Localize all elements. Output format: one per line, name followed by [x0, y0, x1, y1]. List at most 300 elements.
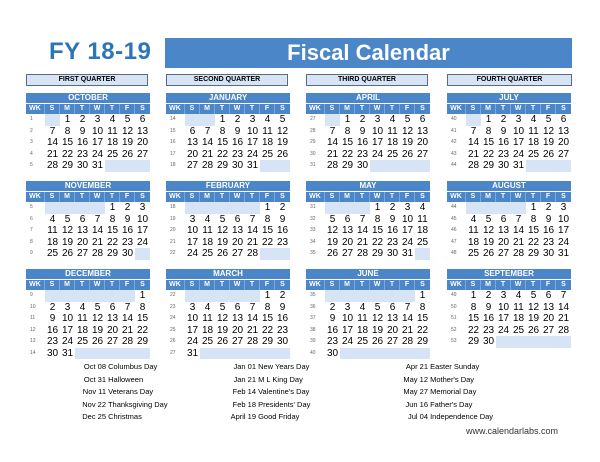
empty-day-cell: [275, 248, 290, 260]
day-cell: 30: [121, 248, 134, 259]
week-row: [306, 237, 430, 249]
day-cell: 22: [467, 324, 480, 336]
day-cell: 8: [139, 301, 146, 313]
day-cell: 13: [341, 225, 354, 236]
week-number: 43: [451, 150, 457, 157]
holiday-name: Good Friday: [258, 412, 300, 421]
week-number: 5: [30, 204, 33, 210]
day-cell: 19: [216, 324, 229, 336]
day-cell: 8: [219, 125, 226, 137]
month-title: FEBRUARY: [166, 181, 290, 191]
week-number: 49: [451, 292, 457, 298]
day-cell: 4: [470, 213, 477, 225]
week-row: [306, 248, 430, 260]
day-cell: 30: [46, 347, 59, 359]
day-cell: 15: [261, 225, 274, 236]
day-cell: 27: [386, 336, 399, 347]
day-cell: 7: [204, 125, 211, 137]
empty-day-cell: [230, 202, 245, 214]
day-cell: 23: [276, 236, 289, 248]
week-number: 23: [170, 303, 176, 310]
day-cell: 30: [497, 160, 510, 171]
day-cell: 2: [329, 301, 336, 313]
empty-day-cell: [511, 336, 526, 348]
holiday-name: M L King Day: [258, 374, 303, 384]
day-cell: 14: [201, 137, 214, 148]
month-may: [306, 181, 430, 260]
day-cell: 4: [109, 114, 116, 125]
day-cell: 20: [386, 324, 399, 336]
day-cell: 22: [261, 324, 274, 336]
week-row: [26, 137, 150, 149]
day-cell: 11: [202, 313, 213, 324]
day-cell: 4: [204, 213, 211, 225]
week-number: 5: [30, 162, 33, 168]
day-cell: 5: [404, 114, 411, 125]
week-number: 7: [30, 227, 33, 233]
day-cell: 12: [482, 225, 495, 236]
day-cell: 17: [341, 324, 354, 336]
weekday-label: S: [185, 192, 200, 202]
weekday-label: T: [526, 104, 541, 114]
day-cell: 13: [231, 313, 244, 324]
empty-day-cell: [541, 336, 556, 348]
empty-day-cell: [496, 336, 511, 348]
day-cell: 31: [512, 160, 525, 171]
week-row: [166, 290, 290, 302]
weekday-label: T: [355, 280, 370, 290]
weekday-label: M: [340, 280, 355, 290]
day-cell: 8: [344, 125, 351, 137]
day-cell: 22: [261, 236, 274, 248]
weekday-header: [26, 192, 150, 202]
day-cell: 5: [545, 114, 552, 125]
day-cell: 31: [246, 160, 259, 171]
day-cell: 15: [527, 225, 540, 236]
weekday-label: F: [120, 280, 135, 290]
weekday-header: [166, 192, 290, 202]
day-cell: 4: [79, 301, 86, 313]
day-cell: 19: [61, 236, 74, 248]
empty-day-cell: [90, 202, 105, 214]
month-title: MAY: [306, 181, 430, 191]
weekday-label: W: [370, 192, 385, 202]
day-cell: 31: [61, 347, 74, 359]
day-cell: 21: [326, 148, 339, 160]
day-cell: 11: [468, 225, 479, 236]
day-cell: 22: [61, 148, 74, 160]
weekday-label: S: [280, 105, 285, 112]
day-cell: 20: [106, 324, 119, 336]
empty-day-cell: [245, 290, 260, 302]
day-cell: 18: [201, 236, 214, 248]
month-september: [447, 269, 571, 348]
week-number: 2: [30, 127, 33, 134]
day-cell: 23: [482, 324, 495, 336]
week-number: 19: [170, 215, 176, 222]
day-cell: 1: [470, 290, 477, 301]
holiday-list-second: [226, 361, 310, 424]
empty-day-cell: [325, 114, 340, 126]
weekday-header: [306, 280, 430, 290]
weekday-label: S: [45, 192, 60, 202]
weekday-label: W: [230, 280, 245, 290]
day-cell: 15: [416, 313, 429, 324]
day-cell: 5: [279, 114, 286, 125]
week-number: 10: [30, 303, 36, 310]
day-cell: 3: [64, 301, 71, 313]
empty-day-cell: [400, 160, 415, 172]
week-number: 35: [310, 292, 316, 298]
holiday-item: [226, 361, 310, 374]
day-cell: 20: [341, 236, 354, 248]
empty-day-cell: [370, 160, 385, 172]
holiday-name: Mother's Day: [430, 374, 475, 384]
holiday-date: Feb 14: [232, 387, 256, 396]
day-cell: 12: [542, 125, 555, 137]
day-cell: 11: [107, 125, 118, 137]
day-cell: 15: [61, 137, 74, 148]
empty-day-cell: [355, 202, 370, 214]
day-cell: 9: [485, 301, 492, 313]
weekday-label: F: [541, 280, 556, 290]
day-cell: 13: [497, 225, 510, 236]
empty-day-cell: [355, 290, 370, 302]
day-cell: 10: [512, 125, 525, 137]
weekday-header: [26, 280, 150, 290]
day-cell: 30: [276, 336, 289, 347]
day-cell: 13: [136, 125, 149, 137]
day-cell: 10: [371, 125, 384, 137]
week-row: [447, 126, 571, 138]
week-row: [26, 214, 150, 226]
day-cell: 17: [61, 324, 74, 336]
week-row: [447, 160, 571, 172]
day-cell: 13: [186, 137, 199, 148]
day-cell: 15: [261, 313, 274, 324]
day-cell: 12: [276, 125, 289, 137]
calendar-title-banner: Fiscal Calendar: [165, 38, 572, 68]
day-cell: 24: [246, 148, 259, 160]
weekday-header: [447, 280, 571, 290]
week-number-header: WK: [26, 104, 45, 114]
day-cell: 18: [201, 324, 214, 336]
week-number: 3: [30, 139, 33, 145]
day-cell: 6: [79, 213, 86, 225]
weekday-label: S: [45, 104, 60, 114]
day-cell: 19: [91, 324, 104, 336]
day-cell: 24: [136, 236, 149, 248]
day-cell: 20: [186, 148, 199, 160]
weekday-label: M: [200, 192, 215, 202]
day-cell: 18: [467, 236, 480, 248]
empty-day-cell: [215, 202, 230, 214]
holiday-name: Independence Day: [430, 412, 494, 421]
day-cell: 5: [64, 213, 71, 225]
empty-day-cell: [200, 290, 215, 302]
week-number: 51: [451, 315, 457, 321]
day-cell: 25: [201, 248, 214, 259]
empty-day-cell: [215, 290, 230, 302]
day-cell: 6: [500, 213, 507, 225]
day-cell: 22: [136, 324, 149, 336]
holiday-item: [394, 374, 493, 387]
day-cell: 27: [416, 148, 429, 160]
day-cell: 5: [124, 114, 131, 125]
day-cell: 20: [557, 137, 570, 148]
day-cell: 1: [344, 114, 351, 125]
week-number: 24: [170, 315, 176, 321]
week-row: [166, 137, 290, 149]
day-cell: 1: [530, 202, 537, 213]
quarter-header-third: THIRD QUARTER: [306, 74, 428, 86]
day-cell: 27: [557, 148, 570, 160]
weekday-label: F: [120, 104, 135, 114]
empty-day-cell: [400, 290, 415, 302]
weekday-label: T: [215, 280, 230, 290]
weekday-label: W: [90, 192, 105, 202]
week-number: 35: [310, 250, 316, 256]
empty-day-cell: [105, 160, 120, 172]
weekday-label: M: [200, 280, 215, 290]
day-cell: 16: [497, 137, 510, 148]
week-number-header: WK: [26, 280, 45, 290]
week-row: [306, 137, 430, 149]
day-cell: 25: [512, 324, 525, 336]
day-cell: 2: [279, 202, 286, 213]
day-cell: 22: [371, 236, 384, 248]
day-cell: 17: [371, 137, 384, 148]
day-cell: 2: [124, 202, 131, 213]
week-number: 30: [310, 150, 316, 157]
week-number: 52: [451, 326, 457, 333]
day-cell: 30: [482, 336, 495, 347]
day-cell: 13: [231, 225, 244, 236]
day-cell: 9: [279, 213, 286, 225]
day-cell: 14: [246, 313, 259, 324]
empty-day-cell: [260, 160, 275, 172]
day-cell: 14: [91, 225, 104, 236]
empty-day-cell: [230, 348, 245, 360]
weekday-label: T: [75, 104, 90, 114]
month-july: [447, 93, 571, 172]
week-number-header: WK: [166, 104, 185, 114]
day-cell: 11: [528, 125, 539, 137]
empty-day-cell: [466, 202, 481, 214]
day-cell: 19: [527, 313, 540, 324]
day-cell: 2: [359, 114, 366, 125]
day-cell: 15: [341, 137, 354, 148]
day-cell: 14: [356, 225, 369, 236]
day-cell: 13: [557, 125, 570, 137]
week-number: 22: [170, 292, 176, 298]
week-number: 17: [170, 150, 176, 157]
website-link[interactable]: www.calendarlabs.com: [466, 426, 559, 436]
holiday-item: [60, 386, 168, 399]
week-row: [166, 114, 290, 126]
weekday-label: S: [466, 280, 481, 290]
weekday-label: T: [496, 280, 511, 290]
month-title: OCTOBER: [26, 93, 150, 103]
day-cell: 26: [121, 148, 134, 160]
day-cell: 24: [341, 336, 354, 347]
day-cell: 1: [219, 114, 226, 125]
day-cell: 11: [513, 301, 524, 313]
weekday-header: [447, 104, 571, 114]
day-cell: 28: [201, 160, 214, 171]
week-row: [166, 126, 290, 138]
week-row: [26, 248, 150, 260]
weekday-label: F: [400, 280, 415, 290]
day-cell: 29: [136, 336, 149, 347]
day-cell: 25: [261, 148, 274, 160]
week-number: 33: [310, 227, 316, 233]
holiday-item: [394, 411, 493, 424]
weekday-label: T: [526, 192, 541, 202]
day-cell: 6: [234, 301, 241, 313]
empty-day-cell: [275, 348, 290, 360]
day-cell: 9: [359, 125, 366, 137]
week-row: [166, 149, 290, 161]
empty-day-cell: [481, 202, 496, 214]
day-cell: 12: [527, 301, 540, 313]
month-october: [26, 93, 150, 172]
day-cell: 20: [416, 137, 429, 148]
day-cell: 16: [121, 225, 134, 236]
week-number-header: WK: [447, 280, 466, 290]
week-row: [166, 237, 290, 249]
week-number: 21: [170, 238, 176, 245]
day-cell: 30: [326, 347, 339, 359]
empty-day-cell: [370, 290, 385, 302]
quarter-header-first: FIRST QUARTER: [26, 74, 148, 86]
day-cell: 26: [61, 248, 74, 259]
day-cell: 10: [401, 213, 414, 225]
day-cell: 10: [246, 125, 259, 137]
day-cell: 23: [276, 324, 289, 336]
weekday-label: S: [325, 280, 340, 290]
day-cell: 3: [344, 301, 351, 313]
empty-day-cell: [90, 348, 105, 360]
month-title: AUGUST: [447, 181, 571, 191]
day-cell: 6: [545, 290, 552, 301]
day-cell: 29: [527, 248, 540, 259]
week-number: 25: [170, 326, 176, 333]
week-number-header: WK: [166, 280, 185, 290]
day-cell: 16: [276, 225, 289, 236]
month-february: [166, 181, 290, 260]
weekday-label: W: [511, 280, 526, 290]
day-cell: 14: [121, 313, 134, 324]
weekday-label: S: [280, 281, 285, 288]
week-number: 18: [170, 204, 176, 210]
day-cell: 2: [500, 114, 507, 125]
day-cell: 16: [76, 137, 89, 148]
week-number: 32: [310, 215, 316, 222]
day-cell: 25: [356, 336, 369, 347]
weekday-label: T: [385, 280, 400, 290]
day-cell: 19: [216, 236, 229, 248]
day-cell: 29: [106, 248, 119, 259]
week-number-header: WK: [306, 280, 325, 290]
week-number: 44: [451, 162, 457, 168]
day-cell: 24: [401, 236, 414, 248]
day-cell: 10: [341, 313, 354, 324]
day-cell: 24: [91, 148, 104, 160]
day-cell: 7: [560, 290, 567, 301]
day-cell: 28: [467, 160, 480, 171]
weekday-label: F: [400, 192, 415, 202]
day-cell: 9: [124, 213, 131, 225]
week-row: [166, 336, 290, 348]
holiday-name: Easter Sunday: [430, 362, 480, 371]
weekday-label: S: [561, 105, 566, 112]
day-cell: 14: [401, 313, 414, 324]
day-cell: 25: [416, 236, 429, 248]
week-row: [306, 126, 430, 138]
day-cell: 14: [246, 225, 259, 236]
week-row: [26, 348, 150, 360]
day-cell: 13: [106, 313, 119, 324]
week-number: 8: [30, 238, 33, 245]
week-row: [166, 348, 290, 360]
empty-day-cell: [415, 248, 430, 260]
day-cell: 19: [482, 236, 495, 248]
holiday-name: New Years Day: [258, 362, 310, 371]
weekday-label: W: [230, 192, 245, 202]
week-row: [306, 348, 430, 360]
empty-day-cell: [75, 202, 90, 214]
holiday-date: Nov 22: [82, 399, 106, 409]
day-cell: 27: [106, 336, 119, 347]
week-number: 40: [451, 116, 457, 122]
day-cell: 13: [386, 313, 399, 324]
weekday-label: T: [385, 104, 400, 114]
week-row: [306, 302, 430, 314]
day-cell: 14: [46, 137, 59, 148]
day-cell: 28: [246, 248, 259, 259]
day-cell: 6: [109, 301, 116, 313]
week-row: [26, 325, 150, 337]
week-number: 12: [30, 326, 36, 333]
day-cell: 15: [106, 225, 119, 236]
holiday-date: Feb 18: [232, 399, 256, 409]
week-number-header: WK: [166, 192, 185, 202]
day-cell: 27: [76, 248, 89, 259]
day-cell: 16: [46, 324, 59, 336]
day-cell: 25: [527, 148, 540, 160]
day-cell: 21: [121, 324, 134, 336]
month-january: [166, 93, 290, 172]
week-number: 48: [451, 250, 457, 256]
day-cell: 15: [216, 137, 229, 148]
empty-day-cell: [385, 348, 400, 360]
week-number: 9: [30, 250, 33, 256]
holiday-date: Jan 21: [233, 374, 256, 384]
month-title: DECEMBER: [26, 269, 150, 279]
day-cell: 3: [500, 290, 507, 301]
day-cell: 5: [329, 213, 336, 225]
week-number: 31: [310, 162, 316, 168]
weekday-label: S: [420, 193, 425, 200]
quarter-header-fourth: FOURTH QUARTER: [447, 74, 572, 86]
week-number: 13: [30, 338, 36, 344]
weekday-label: S: [140, 281, 145, 288]
weekday-label: W: [370, 104, 385, 114]
holiday-name: Valentine's Day: [258, 387, 310, 396]
month-june: [306, 269, 430, 359]
day-cell: 28: [121, 336, 134, 347]
